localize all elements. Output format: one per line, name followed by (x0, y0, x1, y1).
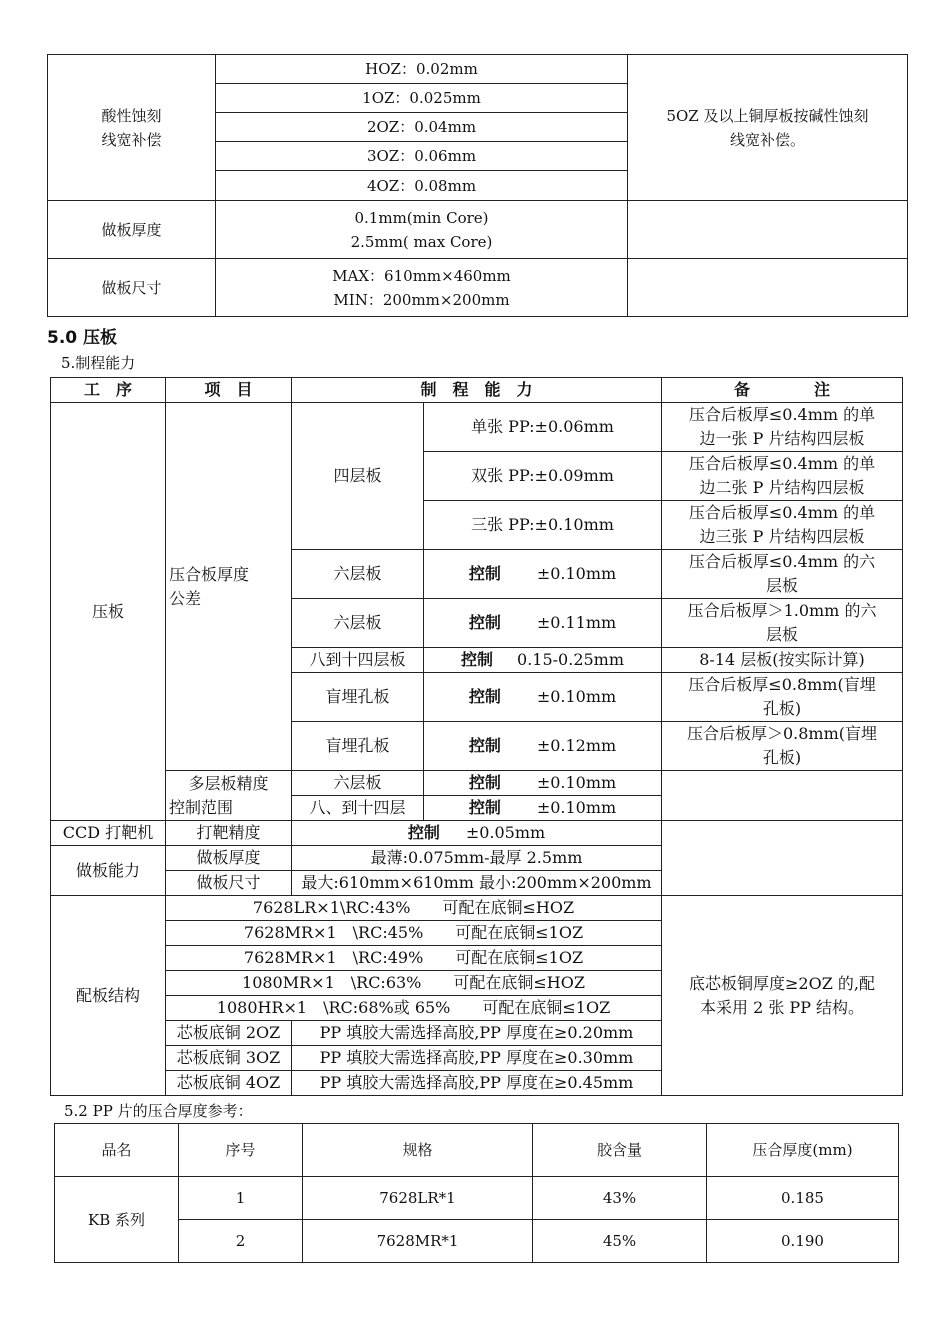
item-cell: 芯板底铜 3OZ (166, 1046, 292, 1071)
thickness-note (628, 201, 908, 259)
note-cell: 压合后板厚≤0.4mm 的六 层板 (662, 550, 903, 599)
item-cell: 打靶精度 (166, 821, 292, 846)
header-note: 备 注 (662, 378, 903, 403)
note-cell (662, 771, 903, 821)
etch-value: 4OZ：0.08mm (216, 171, 628, 201)
cap-cell: 控制 ±0.11mm (424, 599, 662, 648)
cap-cell: PP 填胶大需选择高胶,PP 厚度在≥0.30mm (292, 1046, 662, 1071)
row-thickness: 0.190 (707, 1220, 899, 1263)
type-cell: 八到十四层板 (292, 648, 424, 673)
item-cell: 做板厚度 (166, 846, 292, 871)
note-cell (662, 821, 903, 896)
row-no: 1 (179, 1177, 303, 1220)
row-no: 2 (179, 1220, 303, 1263)
size-label: 做板尺寸 (48, 259, 216, 317)
cap-cell: 双张 PP:±0.09mm (424, 452, 662, 501)
item-cell: 芯板底铜 4OZ (166, 1071, 292, 1096)
pp-section-title: 5.2 PP 片的压合厚度参考： (64, 1102, 253, 1120)
thickness-value: 0.1mm(min Core) 2.5mm( max Core) (216, 201, 628, 259)
note-cell: 压合后板厚≤0.4mm 的单 边三张 P 片结构四层板 (662, 501, 903, 550)
row-thickness: 0.185 (707, 1177, 899, 1220)
etch-value: 3OZ：0.06mm (216, 142, 628, 171)
header-rc: 胶含量 (533, 1124, 707, 1177)
cap-cell: 控制 ±0.10mm (424, 673, 662, 722)
header-thickness: 压合厚度(mm) (707, 1124, 899, 1177)
type-cell: 六层板 (292, 771, 424, 796)
series-name: KB 系列 (55, 1177, 179, 1263)
note-cell: 压合后板厚≤0.4mm 的单 边二张 P 片结构四层板 (662, 452, 903, 501)
etch-capability-table (47, 54, 908, 317)
item-thickness-tolerance: 压合板厚度 公差 (166, 403, 292, 771)
stack-row: 7628MR×1 \RC:49% 可配在底铜≤1OZ (166, 946, 662, 971)
process-board: 做板能力 (51, 846, 166, 896)
item-cell: 做板尺寸 (166, 871, 292, 896)
note-cell: 压合后板厚＞1.0mm 的六 层板 (662, 599, 903, 648)
type-cell: 盲埋孔板 (292, 673, 424, 722)
note-cell: 压合后板厚≤0.4mm 的单 边一张 P 片结构四层板 (662, 403, 903, 452)
stack-row: 7628MR×1 \RC:45% 可配在底铜≤1OZ (166, 921, 662, 946)
pp-thickness-table (54, 1123, 899, 1263)
note-cell: 压合后板厚＞0.8mm(盲埋 孔板) (662, 722, 903, 771)
stack-row: 1080HR×1 \RC:68%或 65% 可配在底铜≤1OZ (166, 996, 662, 1021)
etch-label: 酸性蚀刻 线宽补偿 (48, 55, 216, 201)
cap-cell: 控制 0.15-0.25mm (424, 648, 662, 673)
etch-value: 2OZ：0.04mm (216, 113, 628, 142)
type-cell: 六层板 (292, 599, 424, 648)
cap-cell: PP 填胶大需选择高胶,PP 厚度在≥0.20mm (292, 1021, 662, 1046)
size-note (628, 259, 908, 317)
cap-cell: 最薄:0.075mm-最厚 2.5mm (292, 846, 662, 871)
row-spec: 7628LR*1 (303, 1177, 533, 1220)
cap-cell: 最大:610mm×610mm 最小:200mm×200mm (292, 871, 662, 896)
cap-cell: 控制 ±0.05mm (292, 821, 662, 846)
row-spec: 7628MR*1 (303, 1220, 533, 1263)
etch-value: HOZ：0.02mm (216, 55, 628, 84)
thickness-label: 做板厚度 (48, 201, 216, 259)
cap-cell: 控制 ±0.12mm (424, 722, 662, 771)
type-cell: 盲埋孔板 (292, 722, 424, 771)
row-rc: 45% (533, 1220, 707, 1263)
header-process: 工 序 (51, 378, 166, 403)
process-press: 压板 (51, 403, 166, 821)
four-layer-label: 四层板 (292, 403, 424, 550)
subsection-title: 5.制程能力 (61, 354, 136, 372)
header-capability: 制 程 能 力 (292, 378, 662, 403)
stack-row: 7628LR×1\RC:43% 可配在底铜≤HOZ (166, 896, 662, 921)
type-cell: 八、到十四层 (292, 796, 424, 821)
type-cell: 六层板 (292, 550, 424, 599)
header-name: 品名 (55, 1124, 179, 1177)
note-cell: 压合后板厚≤0.8mm(盲埋 孔板) (662, 673, 903, 722)
process-stackup: 配板结构 (51, 896, 166, 1096)
press-capability-table (50, 377, 903, 1096)
stack-note: 底芯板铜厚度≥2OZ 的,配 本采用 2 张 PP 结构。 (662, 896, 903, 1096)
header-no: 序号 (179, 1124, 303, 1177)
note-cell: 8-14 层板(按实际计算) (662, 648, 903, 673)
row-rc: 43% (533, 1177, 707, 1220)
cap-cell: 单张 PP:±0.06mm (424, 403, 662, 452)
cap-cell: 控制 ±0.10mm (424, 796, 662, 821)
etch-note: 5OZ 及以上铜厚板按碱性蚀刻 线宽补偿。 (628, 55, 908, 201)
cap-cell: 三张 PP:±0.10mm (424, 501, 662, 550)
size-value: MAX：610mm×460mm MIN：200mm×200mm (216, 259, 628, 317)
process-ccd: CCD 打靶机 (51, 821, 166, 846)
etch-value: 1OZ：0.025mm (216, 84, 628, 113)
cap-cell: PP 填胶大需选择高胶,PP 厚度在≥0.45mm (292, 1071, 662, 1096)
header-spec: 规格 (303, 1124, 533, 1177)
cap-cell: 控制 ±0.10mm (424, 550, 662, 599)
cap-cell: 控制 ±0.10mm (424, 771, 662, 796)
item-cell: 芯板底铜 2OZ (166, 1021, 292, 1046)
item-multilayer-precision: 多层板精度 控制范围 (166, 771, 292, 821)
stack-row: 1080MR×1 \RC:63% 可配在底铜≤HOZ (166, 971, 662, 996)
header-item: 项 目 (166, 378, 292, 403)
section-title: 5.0 压板 (47, 328, 118, 348)
